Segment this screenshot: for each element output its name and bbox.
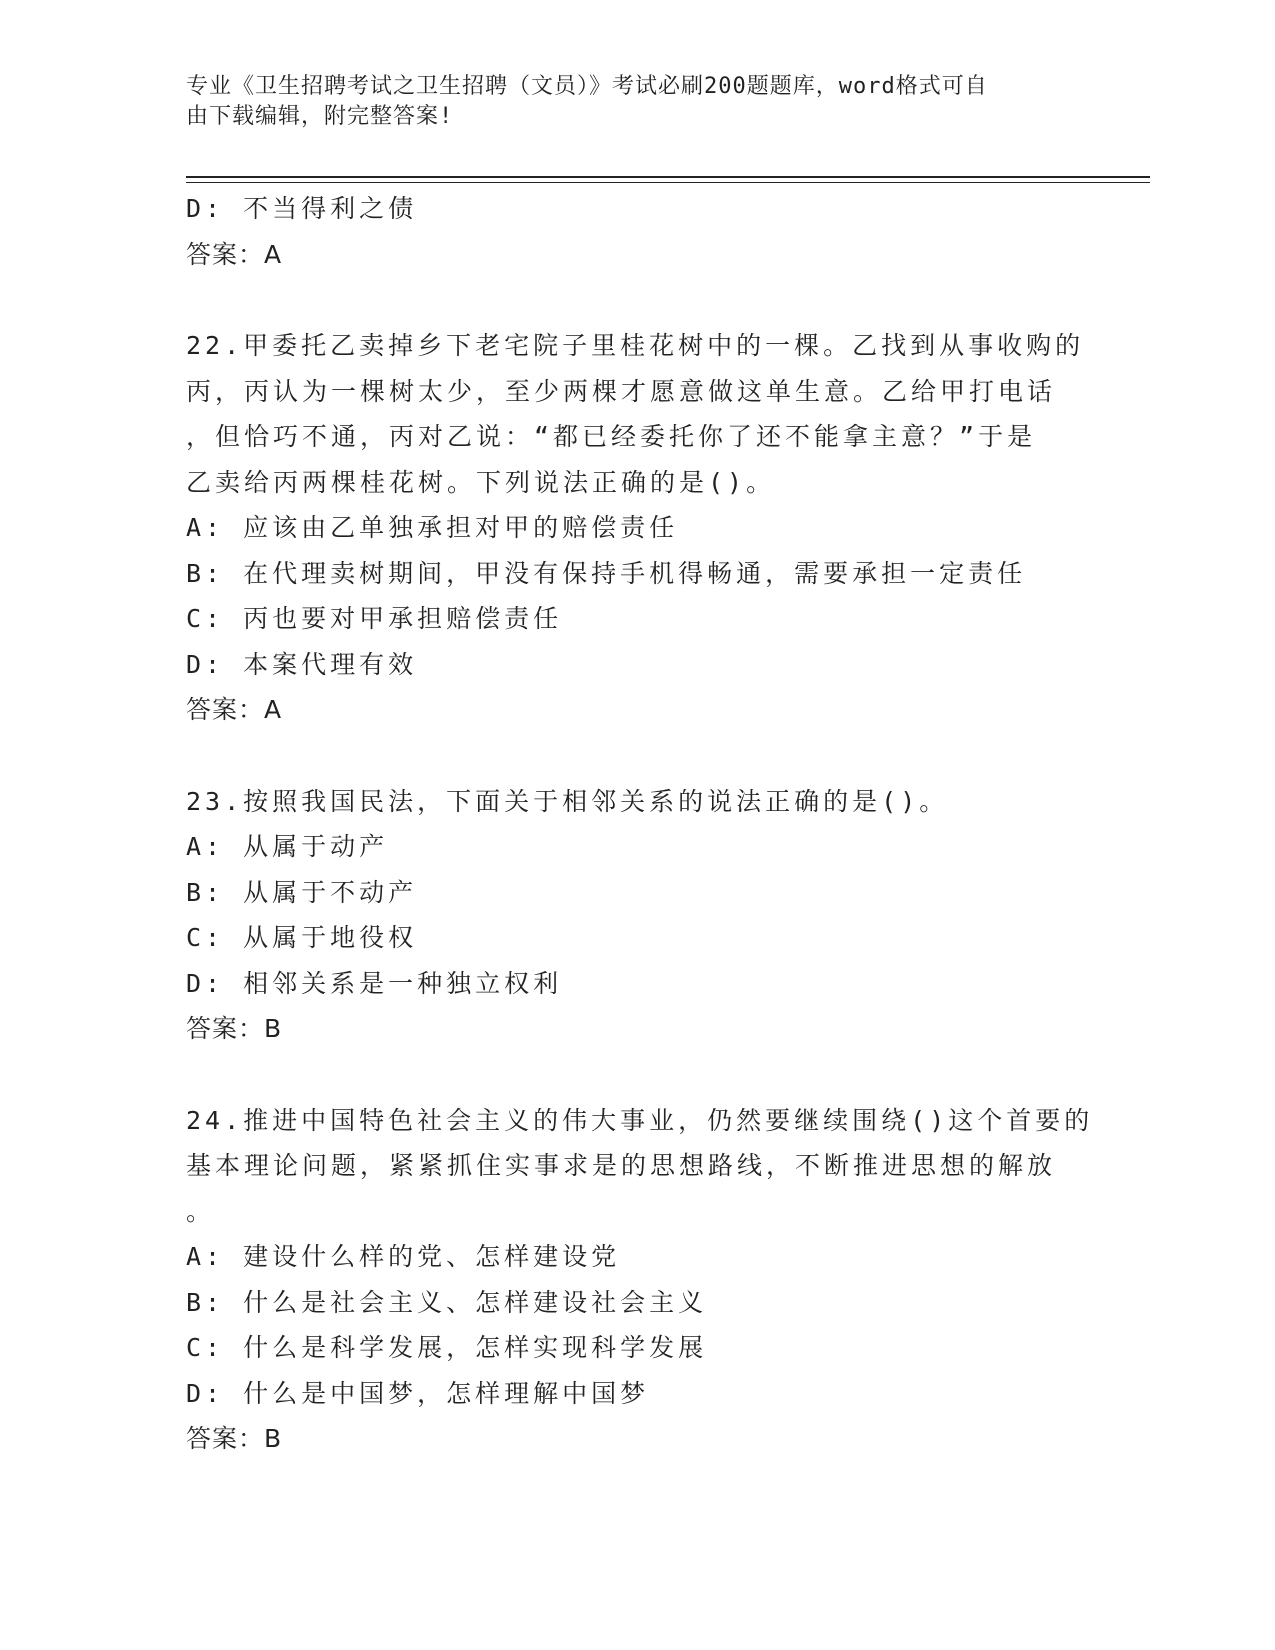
question-stem-line: 24.推进中国特色社会主义的伟大事业，仍然要继续围绕()这个首要的 [186,1105,1094,1135]
header-rule-thin [186,182,1150,183]
option-d: D: 什么是中国梦，怎样理解中国梦 [186,1378,650,1408]
header-rule-thick [186,176,1150,178]
option-d: D: 不当得利之债 [186,194,418,223]
option-c: C: 丙也要对甲承担赔偿责任 [186,604,563,633]
answer-line: 答案：A [186,695,283,724]
question-22 [186,323,1086,733]
question-stem-line: 。 [186,1196,216,1226]
option-d: D: 相邻关系是一种独立权利 [186,968,563,998]
option-b: B: 什么是社会主义、怎样建设社会主义 [186,1287,708,1317]
answer-line: 答案：B [186,1014,283,1043]
header-text: 专业《卫生招聘考试之卫生招聘（文员）》考试必刷200题题库，word格式可自 由下载编辑，附完整答案! [186,74,988,129]
option-b: B: 从属于不动产 [186,877,418,907]
question-stem-line: 基本理论问题，紧紧抓住实事求是的思想路线，不断推进思想的解放 [186,1151,1057,1180]
answer-line: 答案：B [186,1424,283,1453]
question-stem-line: ，但恰巧不通，丙对乙说：“都已经委托你了还不能拿主意？”于是 [186,422,1037,451]
question-stem-line: 丙，丙认为一棵树太少，至少两棵才愿意做这单生意。乙给甲打电话 [186,376,1057,406]
question-stem-line: 乙卖给丙两棵桂花树。下列说法正确的是()。 [186,467,776,497]
option-d: D: 本案代理有效 [186,649,418,679]
question-content [186,186,1094,1462]
page-header [186,72,1066,132]
option-c: C: 什么是科学发展，怎样实现科学发展 [186,1333,708,1362]
option-b: B: 在代理卖树期间，甲没有保持手机得畅通，需要承担一定责任 [186,558,1027,588]
spacer [186,733,1086,779]
question-stem-line: 22.甲委托乙卖掉乡下老宅院子里桂花树中的一棵。乙找到从事收购的 [186,331,1085,360]
option-a: A: 应该由乙单独承担对甲的赔偿责任 [186,513,679,542]
answer-line: 答案：A [186,239,283,269]
spacer [186,277,1086,323]
option-a: A: 建设什么样的党、怎样建设党 [186,1242,621,1271]
continued-question [186,186,1086,277]
question-stem-line: 23.按照我国民法，下面关于相邻关系的说法正确的是()。 [186,786,949,816]
option-a: A: 从属于动产 [186,832,389,861]
question-23 [186,779,1086,1052]
spacer [186,1052,1086,1098]
option-c: C: 从属于地役权 [186,923,418,952]
question-24 [186,1098,1094,1462]
